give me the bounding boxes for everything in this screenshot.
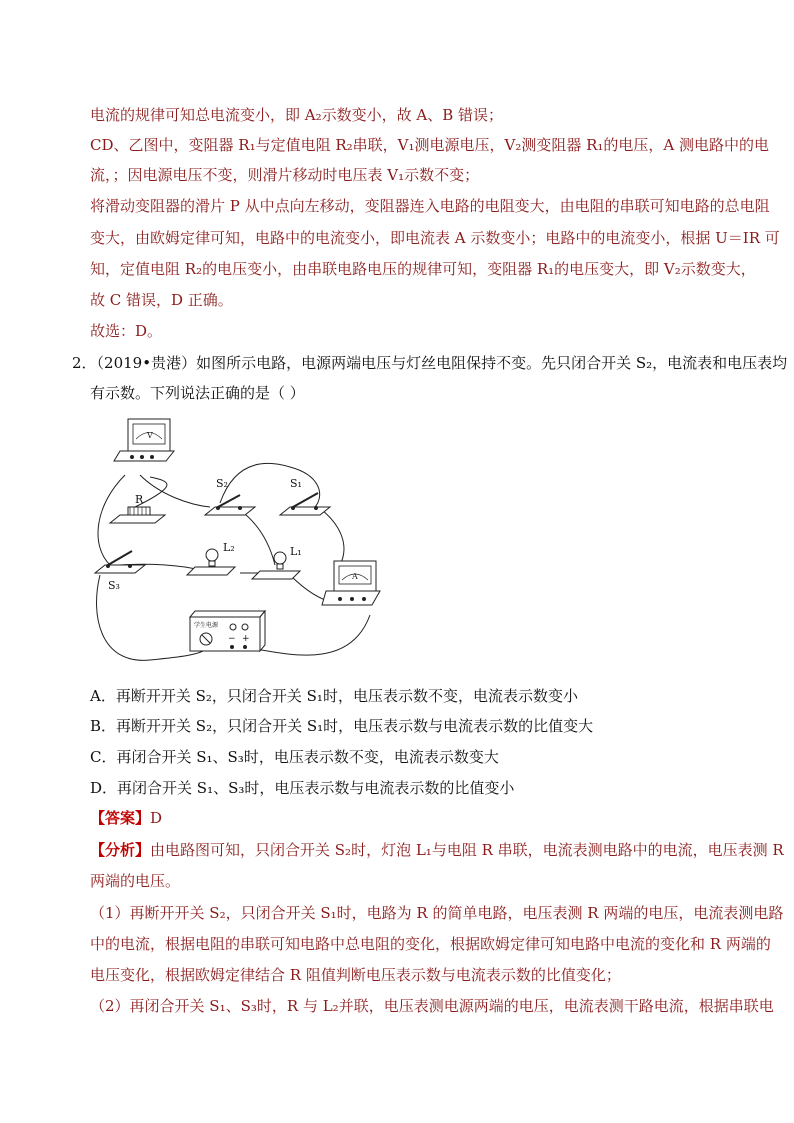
- option-c: C．再闭合开关 S₁、S₃时，电压表示数不变，电流表示数变大: [90, 748, 499, 766]
- prev-analysis-line-6: 知，定值电阻 R₂的电压变小，由串联电路电压的规律可知，变阻器 R₁的电压变大，即 V₂示数变大，: [90, 260, 756, 278]
- answer-value: D: [150, 809, 163, 827]
- ammeter-symbol: A: [352, 572, 358, 581]
- analysis-line-5: 电压变化，根据欧姆定律结合 R 阻值判断电压表示数与电流表示数的比值变化；: [90, 966, 621, 984]
- power-plus: +: [242, 634, 250, 644]
- label-s3: S₃: [108, 579, 120, 592]
- label-r: R: [135, 493, 144, 506]
- analysis-line-3: （1）再断开开关 S₂，只闭合开关 S₁时，电路为 R 的简单电路，电压表测 R 两端的电压，电流表测电路: [90, 904, 784, 922]
- lamp-l2-icon: [187, 541, 235, 575]
- wire: [140, 475, 210, 507]
- power-supply-label: 学生电源: [194, 622, 219, 629]
- switch-s3-icon: [95, 551, 145, 592]
- resistor-icon: [110, 493, 165, 523]
- option-d: D．再闭合开关 S₁、S₃时，电压表示数与电流表示数的比值变小: [90, 779, 515, 797]
- answer-tag: 【答案】: [90, 809, 151, 827]
- label-s1: S₁: [290, 477, 302, 490]
- switch-s1-icon: [280, 477, 330, 515]
- option-b: B．再断开开关 S₂，只闭合开关 S₁时，电压表示数与电流表示数的比值变大: [90, 717, 594, 735]
- question-line-1: 2．（2019•贵港）如图所示电路，电源两端电压与灯丝电阻保持不变。先只闭合开关 S₂，电流表和电压表均: [72, 354, 788, 372]
- question-line-2: 有示数。下列说法正确的是（ ）: [90, 384, 305, 402]
- voltmeter-symbol: V: [147, 431, 153, 440]
- analysis-line-4: 中的电流，根据电阻的串联可知电路中总电阻的变化，根据欧姆定律可知电路中电流的变化和 R 两端的: [90, 935, 771, 953]
- prev-analysis-line-8: 故选：D。: [90, 322, 163, 340]
- prev-analysis-line-5: 变大，由欧姆定律可知，电路中的电流变小，即电流表 A 示数变小；电路中的电流变小，根据 U＝IR 可: [90, 229, 780, 247]
- ammeter-icon: [322, 561, 380, 605]
- prev-analysis-line-4: 将滑动变阻器的滑片 P 从中点向左移动，变阻器连入电路的电阻变大，由电阻的串联可知电路的总电阻: [90, 197, 770, 215]
- voltmeter-icon: [114, 419, 174, 461]
- analysis-line-6: （2）再闭合开关 S₁、S₃时，R 与 L₂并联，电压表测电源两端的电压，电流表测干路电流，根据串联电: [90, 997, 774, 1015]
- power-minus: −: [228, 634, 236, 644]
- label-l2: L₂: [223, 541, 235, 554]
- prev-analysis-line-1: 电流的规律可知总电流变小，即 A₂示数变小，故 A、B 错误；: [90, 106, 504, 124]
- wire: [322, 510, 344, 565]
- label-l1: L₁: [290, 545, 302, 558]
- answer-line: [90, 808, 162, 828]
- prev-analysis-line-7: 故 C 错误，D 正确。: [90, 291, 233, 309]
- analysis-text-1: 由电路图可知，只闭合开关 S₂时，灯泡 L₁与电阻 R 串联，电流表测电路中的电流，电压表测 R: [150, 841, 784, 859]
- power-supply-icon: [190, 611, 265, 651]
- analysis-line-1: [90, 840, 784, 860]
- option-a: A．再断开开关 S₂，只闭合开关 S₁时，电压表示数不变，电流表示数变小: [90, 687, 578, 705]
- analysis-tag: 【分析】: [90, 841, 151, 859]
- wire: [240, 510, 275, 565]
- prev-analysis-line-2: CD、乙图中，变阻器 R₁与定值电阻 R₂串联，V₁测电源电压，V₂测变阻器 R₁的电压，A 测电路中的电: [90, 136, 770, 154]
- lamp-l1-icon: [252, 545, 302, 579]
- prev-analysis-line-3: 流，；因电源电压不变，则滑片移动时电压表 V₁示数不变；: [90, 166, 480, 184]
- analysis-line-2: 两端的电压。: [90, 872, 181, 890]
- label-s2: S₂: [216, 477, 228, 490]
- circuit-diagram: [90, 415, 390, 675]
